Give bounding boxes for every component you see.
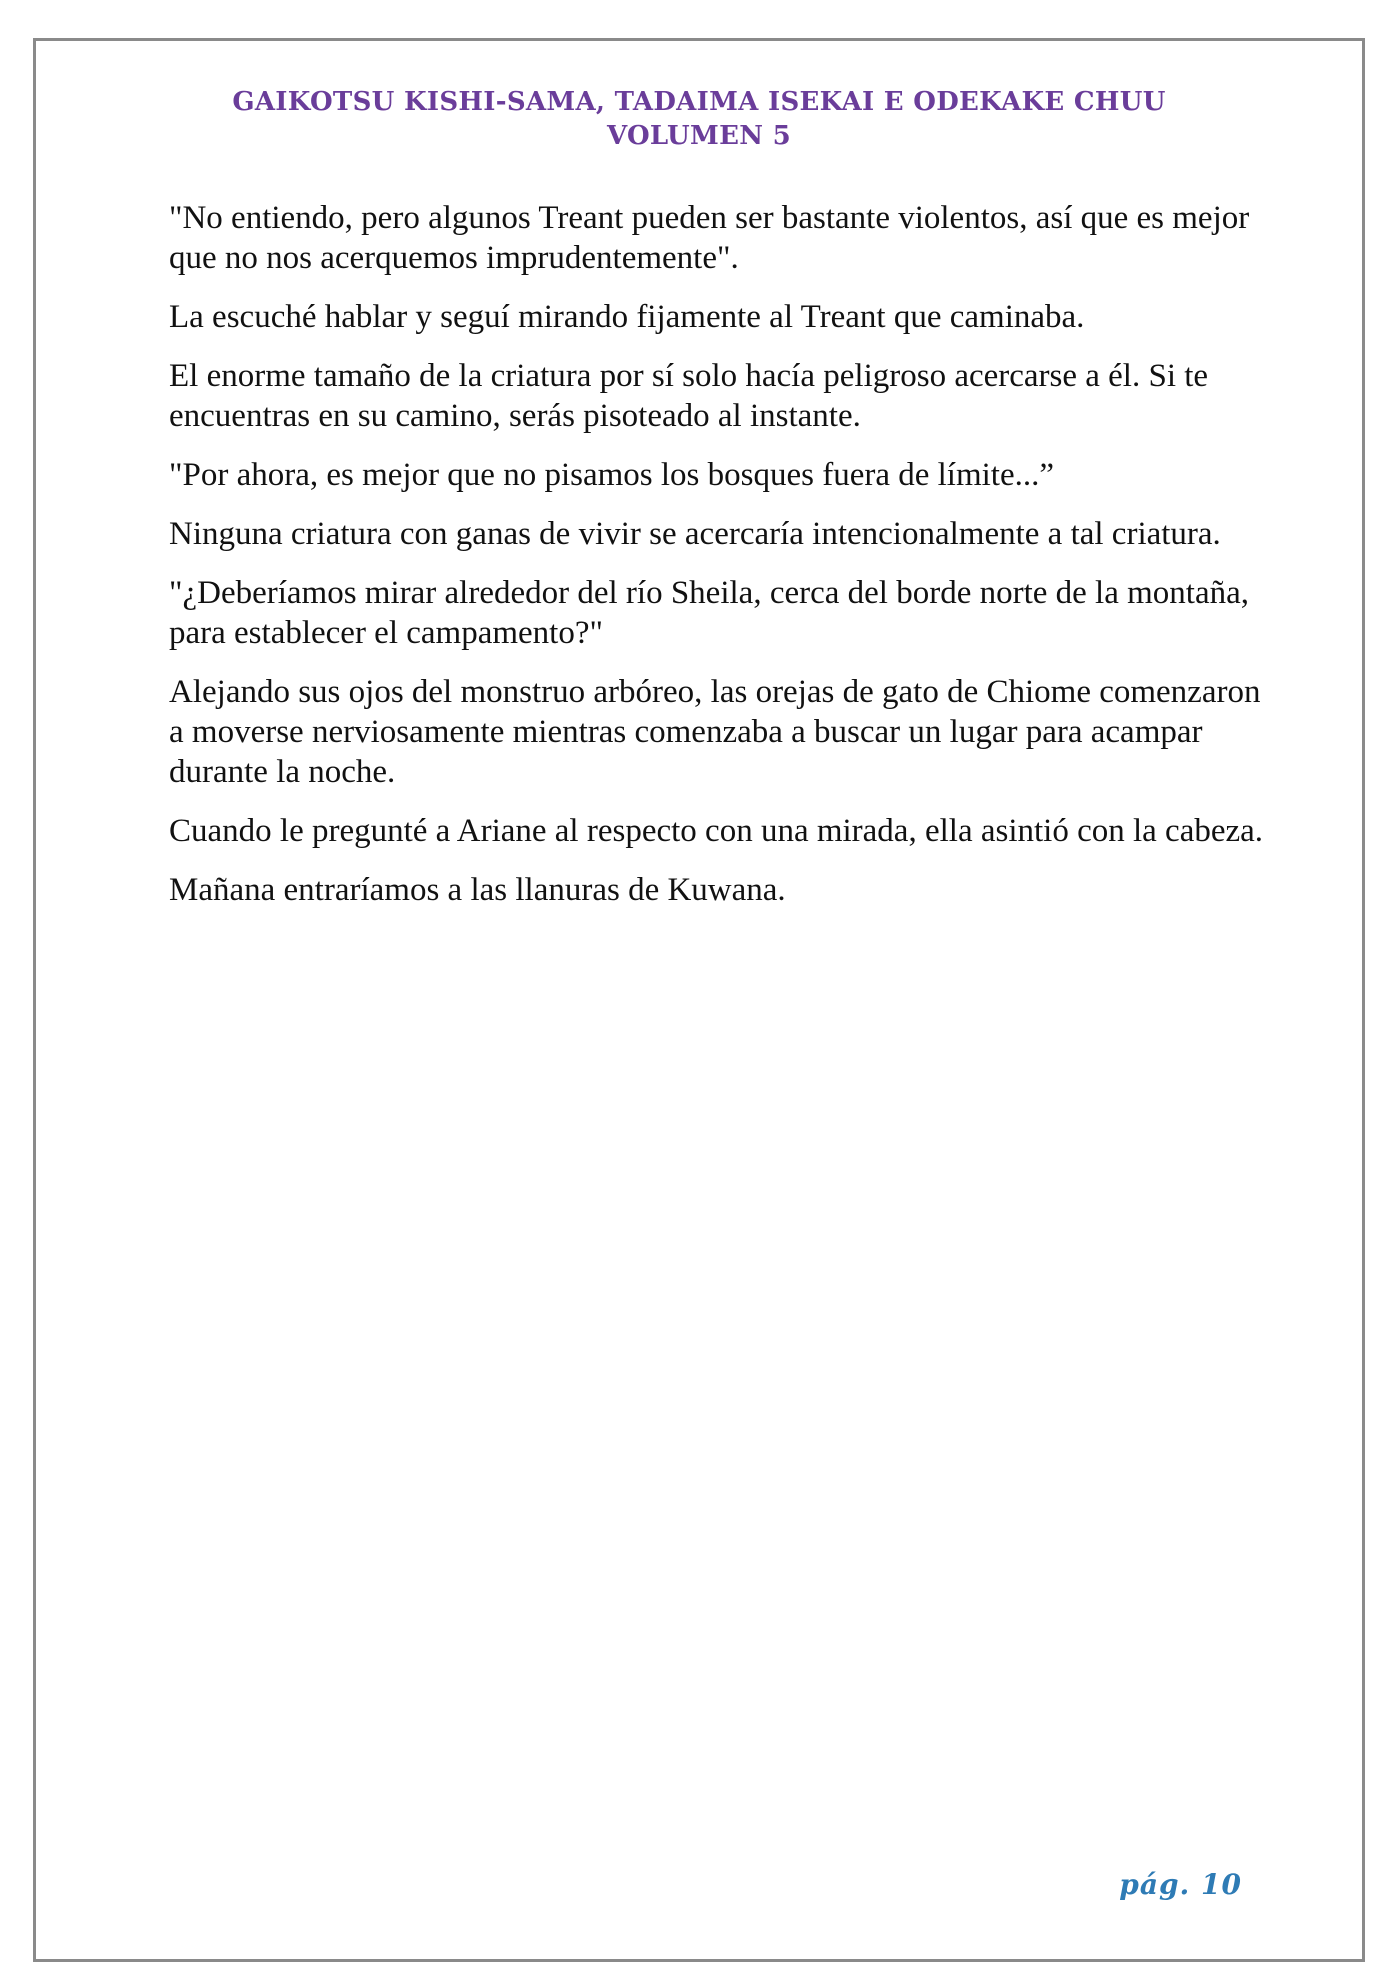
paragraph: Cuando le pregunté a Ariane al respecto con una mirada, ella asintió con la cabeza. xyxy=(169,813,1264,849)
paragraph: "Por ahora, es mejor que no pisamos los bosques fuera de límite...” xyxy=(169,457,1055,493)
paragraph: El enorme tamaño de la criatura por sí solo hacía peligroso acercarse a él. Si te encuentras en su camino, serás pisoteado al instante. xyxy=(169,358,1209,434)
header-title: GAIKOTSU KISHI-SAMA, TADAIMA ISEKAI E ODEKAKE CHUU xyxy=(232,87,1166,117)
document-header xyxy=(36,85,1362,153)
paragraph: Ninguna criatura con ganas de vivir se acercaría intencionalmente a tal criatura. xyxy=(169,516,1221,552)
header-volume: VOLUMEN 5 xyxy=(606,121,792,151)
paragraph: "¿Deberíamos mirar alrededor del río Sheila, cerca del borde norte de la montaña, para establecer el campamento?" xyxy=(169,575,1249,651)
paragraph: "No entiendo, pero algunos Treant pueden ser bastante violentos, así que es mejor que no nos acerquemos imprudentemente". xyxy=(169,200,1250,276)
paragraph: Alejando sus ojos del monstruo arbóreo, las orejas de gato de Chiome comenzaron a moverse nerviosamente mientras comenzaba a buscar un lugar para acampar durante la noche. xyxy=(169,674,1261,790)
body-text xyxy=(169,198,1279,929)
paragraph: La escuché hablar y seguí mirando fijamente al Treant que caminaba. xyxy=(169,299,1085,335)
page-number: pág. 10 xyxy=(1119,1868,1242,1901)
paragraph: Mañana entraríamos a las llanuras de Kuwana. xyxy=(169,872,786,908)
page-frame xyxy=(33,38,1365,1962)
